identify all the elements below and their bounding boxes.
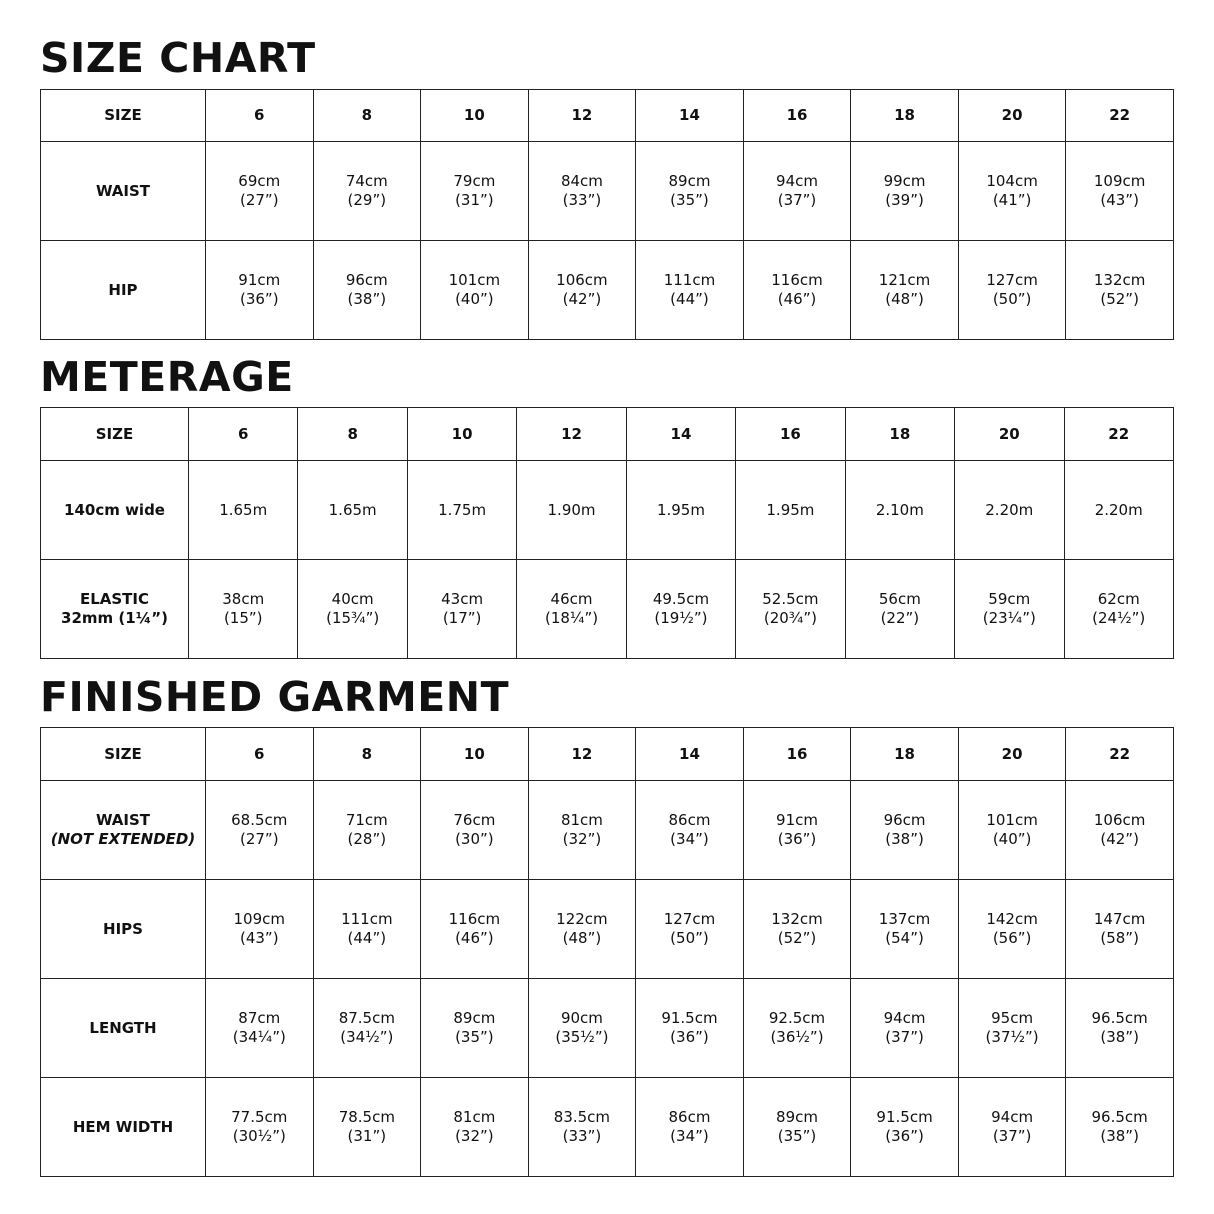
metric-value: 84cm (560, 172, 603, 190)
imperial-value: (42”) (1100, 830, 1139, 848)
measurement-cell (636, 142, 744, 241)
imperial-value: (35”) (777, 1127, 817, 1145)
metric-value: 109cm (1093, 172, 1146, 190)
metric-value: 91.5cm (661, 1009, 718, 1027)
size-10-header-cell: 10 (421, 728, 529, 781)
metric-value: 2.10m (875, 500, 924, 519)
row-label-line: 140cm wide (64, 500, 165, 519)
imperial-value: (30½”) (232, 1127, 286, 1145)
metric-value: 74cm (345, 172, 388, 190)
size-20-header-cell: 20 (955, 408, 1064, 461)
measurement-cell (1066, 781, 1174, 880)
metric-value: 46cm (550, 590, 593, 608)
measurement-cell (955, 461, 1064, 560)
measurement-cell (206, 1078, 314, 1177)
metric-value: 106cm (1093, 811, 1146, 829)
imperial-value: (48”) (562, 929, 602, 947)
measurement-cell (955, 560, 1064, 659)
row-label-line: WAIST (95, 181, 151, 200)
metric-value: 68.5cm (231, 811, 288, 829)
metric-value: 81cm (453, 1108, 496, 1126)
measurement-cell (421, 880, 529, 979)
imperial-value: (41”) (992, 191, 1032, 209)
imperial-value: (36½”) (770, 1028, 824, 1046)
imperial-value: (32”) (562, 830, 602, 848)
imperial-value: (22”) (880, 609, 920, 627)
imperial-value: (44”) (347, 929, 387, 947)
metric-value: 137cm (878, 910, 931, 928)
measurement-cell (958, 880, 1066, 979)
row-label-line: (NOT EXTENDED) (50, 830, 196, 848)
imperial-value: (50”) (670, 929, 709, 947)
metric-value: 2.20m (1094, 500, 1143, 519)
metric-value: 92.5cm (768, 1009, 826, 1027)
measurement-cell (636, 781, 744, 880)
metric-value: 91.5cm (876, 1108, 933, 1126)
metric-value: 89cm (776, 1108, 818, 1126)
measurement-cell (958, 241, 1066, 340)
table-row-140cm-wide (41, 461, 1174, 560)
size-16-header-cell: 16 (743, 90, 851, 142)
metric-value: 59cm (988, 590, 1031, 608)
metric-value: 38cm (222, 590, 265, 608)
imperial-value: (48”) (885, 290, 924, 308)
row-label-elastic (41, 560, 189, 659)
measurement-cell (851, 241, 959, 340)
measurement-cell (528, 781, 636, 880)
size-20-header-cell: 20 (958, 728, 1066, 781)
size-18-header-cell: 18 (845, 408, 954, 461)
size-12-header-cell: 12 (517, 408, 626, 461)
metric-value: 147cm (1093, 910, 1146, 928)
measurement-cell (206, 781, 314, 880)
imperial-value: (36”) (239, 290, 279, 308)
measurement-cell (958, 979, 1066, 1078)
imperial-value: (34¼”) (232, 1028, 286, 1046)
size-header-cell: SIZE (41, 728, 206, 781)
metric-value: 81cm (560, 811, 603, 829)
metric-value: 1.65m (328, 500, 377, 519)
imperial-value: (38”) (885, 830, 924, 848)
measurement-cell (736, 560, 845, 659)
row-label-waist (41, 781, 206, 880)
size-chart-title: SIZE CHART (40, 34, 316, 82)
metric-value: 96cm (345, 271, 388, 289)
size-18-header-cell: 18 (851, 728, 959, 781)
size-8-header-cell: 8 (313, 90, 421, 142)
row-label-line: 32mm (1¼”) (61, 609, 168, 627)
table-row-hips (41, 880, 1174, 979)
metric-value: 104cm (986, 172, 1038, 190)
imperial-value: (32”) (455, 1127, 494, 1145)
measurement-cell (636, 1078, 744, 1177)
measurement-cell (528, 880, 636, 979)
measurement-cell (1066, 880, 1174, 979)
metric-value: 121cm (878, 271, 931, 289)
metric-value: 132cm (1093, 271, 1146, 289)
measurement-cell (743, 142, 851, 241)
measurement-cell (851, 781, 959, 880)
imperial-value: (20¾”) (763, 609, 817, 627)
imperial-value: (31”) (347, 1127, 387, 1145)
metric-value: 86cm (668, 811, 711, 829)
metric-value: 122cm (556, 910, 608, 928)
imperial-value: (34½”) (340, 1028, 394, 1046)
row-label-hem-width (41, 1078, 206, 1177)
row-label-hips (41, 880, 206, 979)
size-22-header-cell: 22 (1064, 408, 1173, 461)
imperial-value: (18¼”) (544, 609, 599, 627)
imperial-value: (37”) (885, 1028, 924, 1046)
measurement-cell (1066, 142, 1174, 241)
imperial-value: (54”) (885, 929, 924, 947)
metric-value: 109cm (233, 910, 286, 928)
measurement-cell (1066, 241, 1174, 340)
size-chart-table (40, 89, 1174, 340)
imperial-value: (37”) (992, 1127, 1032, 1145)
metric-value: 76cm (453, 811, 496, 829)
measurement-cell (743, 241, 851, 340)
metric-value: 1.65m (219, 500, 268, 519)
size-12-header-cell: 12 (528, 90, 636, 142)
row-label-line: HIP (108, 280, 138, 299)
row-label-line: LENGTH (89, 1018, 157, 1037)
imperial-value: (37”) (777, 191, 817, 209)
measurement-cell (1066, 979, 1174, 1078)
row-label-line: WAIST (95, 811, 151, 829)
size-6-header-cell: 6 (206, 90, 314, 142)
size-18-header-cell: 18 (851, 90, 959, 142)
imperial-value: (52”) (1100, 290, 1139, 308)
finished-garment-title: FINISHED GARMENT (40, 673, 510, 721)
measurement-cell (407, 461, 516, 560)
measurement-cell (958, 142, 1066, 241)
measurement-cell (851, 1078, 959, 1177)
metric-value: 49.5cm (652, 590, 710, 608)
measurement-cell (421, 1078, 529, 1177)
measurement-cell (206, 880, 314, 979)
measurement-cell (421, 979, 529, 1078)
metric-value: 116cm (771, 271, 823, 289)
measurement-cell (958, 1078, 1066, 1177)
table-row-waist (41, 781, 1174, 880)
size-8-header-cell: 8 (313, 728, 421, 781)
imperial-value: (56”) (992, 929, 1032, 947)
size-12-header-cell: 12 (528, 728, 636, 781)
measurement-cell (298, 560, 407, 659)
imperial-value: (34”) (670, 830, 709, 848)
imperial-value: (43”) (239, 929, 279, 947)
metric-value: 52.5cm (762, 590, 819, 608)
imperial-value: (29”) (347, 191, 387, 209)
imperial-value: (27”) (239, 830, 279, 848)
measurement-cell (313, 1078, 421, 1177)
size-16-header-cell: 16 (736, 408, 845, 461)
size-header-cell: SIZE (41, 90, 206, 142)
metric-value: 132cm (771, 910, 823, 928)
table-row-waist (41, 142, 1174, 241)
measurement-cell (421, 781, 529, 880)
imperial-value: (27”) (239, 191, 279, 209)
metric-value: 89cm (453, 1009, 496, 1027)
imperial-value: (33”) (562, 191, 602, 209)
metric-value: 86cm (668, 1108, 711, 1126)
measurement-cell (313, 979, 421, 1078)
finished-garment-table (40, 727, 1174, 1177)
metric-value: 94cm (991, 1108, 1034, 1126)
measurement-cell (313, 241, 421, 340)
measurement-cell (528, 979, 636, 1078)
metric-value: 1.95m (766, 500, 815, 519)
metric-value: 89cm (668, 172, 711, 190)
header-row (41, 728, 1174, 781)
imperial-value: (52”) (777, 929, 817, 947)
imperial-value: (36”) (670, 1028, 709, 1046)
metric-value: 79cm (453, 172, 496, 190)
metric-value: 99cm (883, 172, 926, 190)
metric-value: 40cm (331, 590, 374, 608)
measurement-cell (845, 461, 954, 560)
imperial-value: (42”) (562, 290, 602, 308)
metric-value: 101cm (986, 811, 1038, 829)
imperial-value: (58”) (1100, 929, 1139, 947)
imperial-value: (35”) (455, 1028, 494, 1046)
measurement-cell (851, 979, 959, 1078)
imperial-value: (40”) (992, 830, 1032, 848)
measurement-cell (517, 560, 626, 659)
size-10-header-cell: 10 (421, 90, 529, 142)
size-8-header-cell: 8 (298, 408, 407, 461)
metric-value: 127cm (663, 910, 716, 928)
measurement-cell (189, 560, 298, 659)
measurement-cell (1064, 560, 1173, 659)
imperial-value: (31”) (455, 191, 494, 209)
size-10-header-cell: 10 (407, 408, 516, 461)
measurement-cell (626, 560, 735, 659)
imperial-value: (40”) (455, 290, 494, 308)
imperial-value: (33”) (562, 1127, 602, 1145)
measurement-cell (517, 461, 626, 560)
imperial-value: (39”) (885, 191, 924, 209)
metric-value: 56cm (878, 590, 921, 608)
metric-value: 83.5cm (553, 1108, 611, 1126)
measurement-cell (743, 1078, 851, 1177)
row-label-line: ELASTIC (79, 590, 150, 608)
metric-value: 142cm (986, 910, 1038, 928)
measurement-cell (528, 142, 636, 241)
measurement-cell (313, 142, 421, 241)
metric-value: 116cm (448, 910, 501, 928)
size-14-header-cell: 14 (636, 728, 744, 781)
metric-value: 96.5cm (1091, 1108, 1148, 1126)
imperial-value: (38”) (1100, 1028, 1139, 1046)
row-label-waist (41, 142, 206, 241)
measurement-cell (958, 781, 1066, 880)
metric-value: 95cm (991, 1009, 1034, 1027)
metric-value: 43cm (441, 590, 484, 608)
imperial-value: (15”) (223, 609, 263, 627)
size-20-header-cell: 20 (958, 90, 1066, 142)
table-row-hip (41, 241, 1174, 340)
imperial-value: (43”) (1100, 191, 1139, 209)
metric-value: 96.5cm (1091, 1009, 1148, 1027)
size-22-header-cell: 22 (1066, 728, 1174, 781)
metric-value: 1.75m (438, 500, 487, 519)
metric-value: 91cm (238, 271, 281, 289)
metric-value: 101cm (448, 271, 501, 289)
measurement-cell (1066, 1078, 1174, 1177)
metric-value: 111cm (341, 910, 393, 928)
measurement-cell (528, 241, 636, 340)
imperial-value: (36”) (885, 1127, 924, 1145)
measurement-cell (636, 241, 744, 340)
imperial-value: (15¾”) (326, 609, 380, 627)
measurement-cell (1064, 461, 1173, 560)
metric-value: 94cm (883, 1009, 926, 1027)
metric-value: 127cm (986, 271, 1038, 289)
metric-value: 106cm (556, 271, 608, 289)
imperial-value: (34”) (670, 1127, 709, 1145)
size-22-header-cell: 22 (1066, 90, 1174, 142)
measurement-cell (421, 241, 529, 340)
size-6-header-cell: 6 (189, 408, 298, 461)
metric-value: 78.5cm (338, 1108, 395, 1126)
imperial-value: (30”) (455, 830, 494, 848)
measurement-cell (528, 1078, 636, 1177)
size-16-header-cell: 16 (743, 728, 851, 781)
imperial-value: (35½”) (555, 1028, 609, 1046)
measurement-cell (206, 241, 314, 340)
imperial-value: (38”) (347, 290, 387, 308)
metric-value: 1.95m (656, 500, 705, 519)
row-label-140cm-wide (41, 461, 189, 560)
metric-value: 71cm (345, 811, 388, 829)
measurement-cell (636, 880, 744, 979)
metric-value: 96cm (883, 811, 926, 829)
imperial-value: (36”) (777, 830, 817, 848)
metric-value: 69cm (238, 172, 281, 190)
imperial-value: (19½”) (654, 609, 708, 627)
measurement-cell (421, 142, 529, 241)
metric-value: 1.90m (547, 500, 596, 519)
imperial-value: (46”) (777, 290, 817, 308)
header-row (41, 90, 1174, 142)
measurement-cell (851, 880, 959, 979)
imperial-value: (46”) (455, 929, 494, 947)
row-label-hip (41, 241, 206, 340)
measurement-cell (636, 979, 744, 1078)
size-14-header-cell: 14 (636, 90, 744, 142)
meterage-table (40, 407, 1174, 659)
measurement-cell (313, 781, 421, 880)
imperial-value: (37½”) (985, 1028, 1039, 1046)
size-14-header-cell: 14 (626, 408, 735, 461)
header-row (41, 408, 1174, 461)
metric-value: 87.5cm (338, 1009, 395, 1027)
row-label-length (41, 979, 206, 1078)
measurement-cell (743, 880, 851, 979)
table-row-length (41, 979, 1174, 1078)
imperial-value: (35”) (670, 191, 709, 209)
measurement-cell (845, 560, 954, 659)
measurement-cell (298, 461, 407, 560)
meterage-title: METERAGE (40, 353, 294, 401)
imperial-value: (28”) (347, 830, 387, 848)
table-row-hem-width (41, 1078, 1174, 1177)
measurement-cell (626, 461, 735, 560)
measurement-cell (206, 142, 314, 241)
metric-value: 87cm (238, 1009, 281, 1027)
measurement-cell (743, 781, 851, 880)
metric-value: 90cm (560, 1009, 603, 1027)
row-label-line: HEM WIDTH (72, 1117, 174, 1136)
measurement-cell (313, 880, 421, 979)
measurement-cell (206, 979, 314, 1078)
metric-value: 111cm (663, 271, 716, 289)
measurement-cell (743, 979, 851, 1078)
metric-value: 77.5cm (231, 1108, 288, 1126)
imperial-value: (24½”) (1092, 609, 1146, 627)
row-label-line: HIPS (103, 919, 143, 938)
metric-value: 62cm (1097, 590, 1140, 608)
table-row-elastic (41, 560, 1174, 659)
imperial-value: (17”) (442, 609, 482, 627)
measurement-cell (189, 461, 298, 560)
imperial-value: (44”) (670, 290, 709, 308)
measurement-cell (851, 142, 959, 241)
metric-value: 94cm (776, 172, 818, 190)
imperial-value: (23¼”) (982, 609, 1036, 627)
imperial-value: (50”) (992, 290, 1032, 308)
imperial-value: (38”) (1100, 1127, 1139, 1145)
measurement-cell (407, 560, 516, 659)
measurement-cell (736, 461, 845, 560)
size-6-header-cell: 6 (206, 728, 314, 781)
metric-value: 2.20m (985, 500, 1034, 519)
metric-value: 91cm (776, 811, 818, 829)
size-header-cell: SIZE (41, 408, 189, 461)
